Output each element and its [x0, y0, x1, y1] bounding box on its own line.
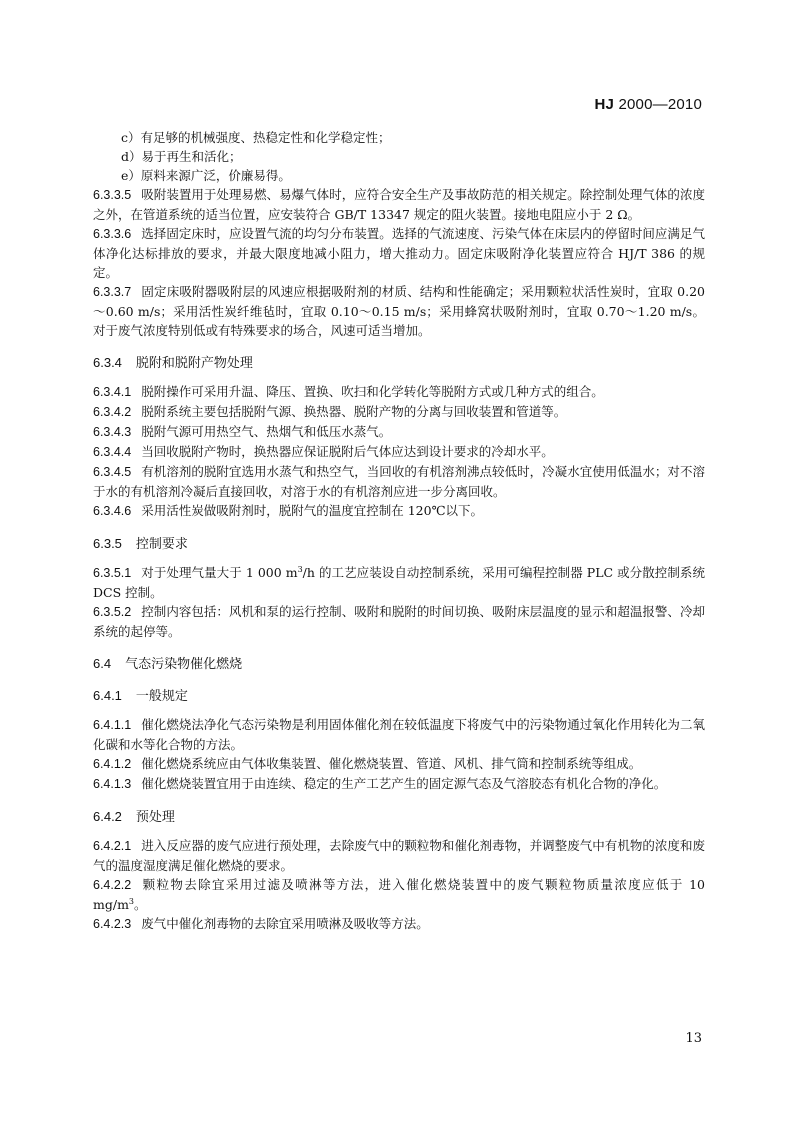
clause-text: 催化燃烧装置宜用于由连续、稳定的生产工艺产生的固定源气态及气溶胶态有机化合物的净化。: [141, 776, 667, 791]
clause-6-4-1-1: [93, 715, 705, 754]
clause-6-3-5-1: [93, 563, 705, 602]
clause-text: 废气中催化剂毒物的去除宜采用喷淋及吸收等方法。: [141, 916, 429, 931]
clause-number: 6.3.4.3: [93, 425, 132, 439]
clause-text: 固定床吸附器吸附层的风速应根据吸附剂的材质、结构和性能确定；采用颗粒状活性炭时，宜取 0.20～0.60 m/s；采用活性炭纤维毡时，宜取 0.10～0.15 m/s；采用蜂窝状吸附剂时，宜取 0.70～1.20 m/s。对于废气浓度特别低或有特殊要求的场合，风速可适当增加。: [93, 284, 705, 338]
clause-6-3-3-6: [93, 224, 705, 282]
clause-text: 催化燃烧系统应由气体收集装置、催化燃烧装置、管道、风机、排气筒和控制系统等组成。: [141, 756, 642, 771]
list-item-e: e）原料来源广泛，价廉易得。: [121, 168, 291, 183]
clause-number: 6.3.5.1: [93, 566, 132, 580]
clause-6-4-1-2: [93, 754, 705, 774]
code-prefix: HJ: [594, 96, 615, 113]
clause-6-3-4-6: [93, 501, 705, 521]
clause-6-4-2-3: [93, 914, 705, 934]
section-heading-6-3-5: [93, 535, 705, 553]
clause-text: 控制内容包括：风机和泵的运行控制、吸附和脱附的时间切换、吸附床层温度的显示和超温报警、冷却系统的起停等。: [93, 604, 705, 639]
clause-6-3-4-3: [93, 422, 705, 442]
clause-6-4-2-1: [93, 836, 705, 875]
page-content: [93, 128, 705, 934]
clause-number: 6.3.4.5: [93, 465, 132, 479]
section-number: 6.4: [93, 656, 112, 671]
clause-6-3-3-5: [93, 185, 705, 224]
section-title: 一般规定: [135, 688, 188, 703]
section-heading-6-3-4: [93, 354, 705, 372]
clause-text: 采用活性炭做吸附剂时，脱附气的温度宜控制在 120℃以下。: [141, 503, 484, 518]
section-heading-6-4-2: [93, 808, 705, 826]
clause-number: 6.4.2.3: [93, 917, 132, 931]
clause-number: 6.3.3.6: [93, 227, 132, 241]
clause-6-3-3-7: [93, 282, 705, 340]
clause-number: 6.4.1.2: [93, 757, 132, 771]
clause-text: 选择固定床时，应设置气流的均匀分布装置。选择的气流速度、污染气体在床层内的停留时间应满足气体净化达标排放的要求，并最大限度地减小阻力，增大推动力。固定床吸附净化装置应符合 HJ/T 386 的规定。: [93, 226, 705, 280]
clause-text-cont: /h 的工艺应装设自动控制系统，采用可编程控制器 PLC 或分散控制系统 DCS 控制。: [93, 565, 705, 600]
clause-number: 6.4.2.1: [93, 839, 132, 853]
section-number: 6.3.4: [93, 355, 122, 370]
clause-text: 催化燃烧法净化气态污染物是利用固体催化剂在较低温度下将废气中的污染物通过氧化作用转化为二氧化碳和水等化合物的方法。: [93, 717, 705, 752]
clause-number: 6.4.1.3: [93, 777, 132, 791]
clause-number: 6.3.4.6: [93, 504, 132, 518]
section-title: 预处理: [135, 809, 175, 824]
clause-6-4-2-2: [93, 875, 705, 914]
clause-6-3-4-4: [93, 442, 705, 462]
clause-number: 6.3.4.1: [93, 385, 132, 399]
code-number: 2000—2010: [614, 96, 702, 113]
section-number: 6.4.1: [93, 688, 122, 703]
section-heading-6-4: [93, 655, 705, 673]
superscript: 3: [128, 896, 135, 906]
clause-number: 6.3.3.7: [93, 285, 132, 299]
clause-text: 对于处理气量大于 1 000 m: [141, 565, 298, 580]
clause-number: 6.4.1.1: [93, 718, 132, 732]
section-title: 脱附和脱附产物处理: [135, 355, 253, 370]
clause-text-cont: 。: [134, 897, 147, 912]
clause-text: 吸附装置用于处理易燃、易爆气体时，应符合安全生产及事故防范的相关规定。除控制处理气体的浓度之外，在管道系统的适当位置，应安装符合 GB/T 13347 规定的阻火装置。接地电阻应小于 2 Ω。: [93, 187, 705, 222]
clause-6-3-4-5: [93, 462, 705, 501]
page-number: 13: [685, 1031, 702, 1046]
clause-6-3-4-1: [93, 382, 705, 402]
clause-6-3-4-2: [93, 402, 705, 422]
clause-6-3-5-2: [93, 602, 705, 641]
clause-text: 脱附气源可用热空气、热烟气和低压水蒸气。: [141, 424, 392, 439]
section-title: 气态污染物催化燃烧: [125, 656, 243, 671]
section-number: 6.4.2: [93, 809, 122, 824]
clause-6-4-1-3: [93, 774, 705, 794]
list-item-c: c）有足够的机械强度、热稳定性和化学稳定性；: [121, 130, 391, 145]
clause-number: 6.3.5.2: [93, 605, 132, 619]
clause-text: 颗粒物去除宜采用过滤及喷淋等方法，进入催化燃烧装置中的废气颗粒物质量浓度应低于 10 mg/m: [93, 877, 705, 912]
section-title: 控制要求: [135, 536, 188, 551]
section-number: 6.3.5: [93, 536, 122, 551]
document-code: [595, 96, 702, 113]
list-item-d: d）易于再生和活化；: [121, 149, 242, 164]
section-heading-6-4-1: [93, 687, 705, 705]
clause-number: 6.3.4.2: [93, 405, 132, 419]
clause-text: 进入反应器的废气应进行预处理，去除废气中的颗粒物和催化剂毒物，并调整废气中有机物的浓度和废气的温度湿度满足催化燃烧的要求。: [93, 838, 705, 873]
clause-text: 脱附操作可采用升温、降压、置换、吹扫和化学转化等脱附方式或几种方式的组合。: [141, 384, 604, 399]
clause-number: 6.3.3.5: [93, 188, 132, 202]
clause-number: 6.4.2.2: [93, 878, 132, 892]
clause-text: 脱附系统主要包括脱附气源、换热器、脱附产物的分离与回收装置和管道等。: [141, 404, 567, 419]
clause-number: 6.3.4.4: [93, 445, 132, 459]
superscript: 3: [297, 564, 303, 574]
clause-text: 当回收脱附产物时，换热器应保证脱附后气体应达到设计要求的冷却水平。: [141, 444, 554, 459]
clause-text: 有机溶剂的脱附宜选用水蒸气和热空气，当回收的有机溶剂沸点较低时，冷凝水宜使用低温水；对不溶于水的有机溶剂冷凝后直接回收，对溶于水的有机溶剂应进一步分离回收。: [93, 464, 705, 499]
